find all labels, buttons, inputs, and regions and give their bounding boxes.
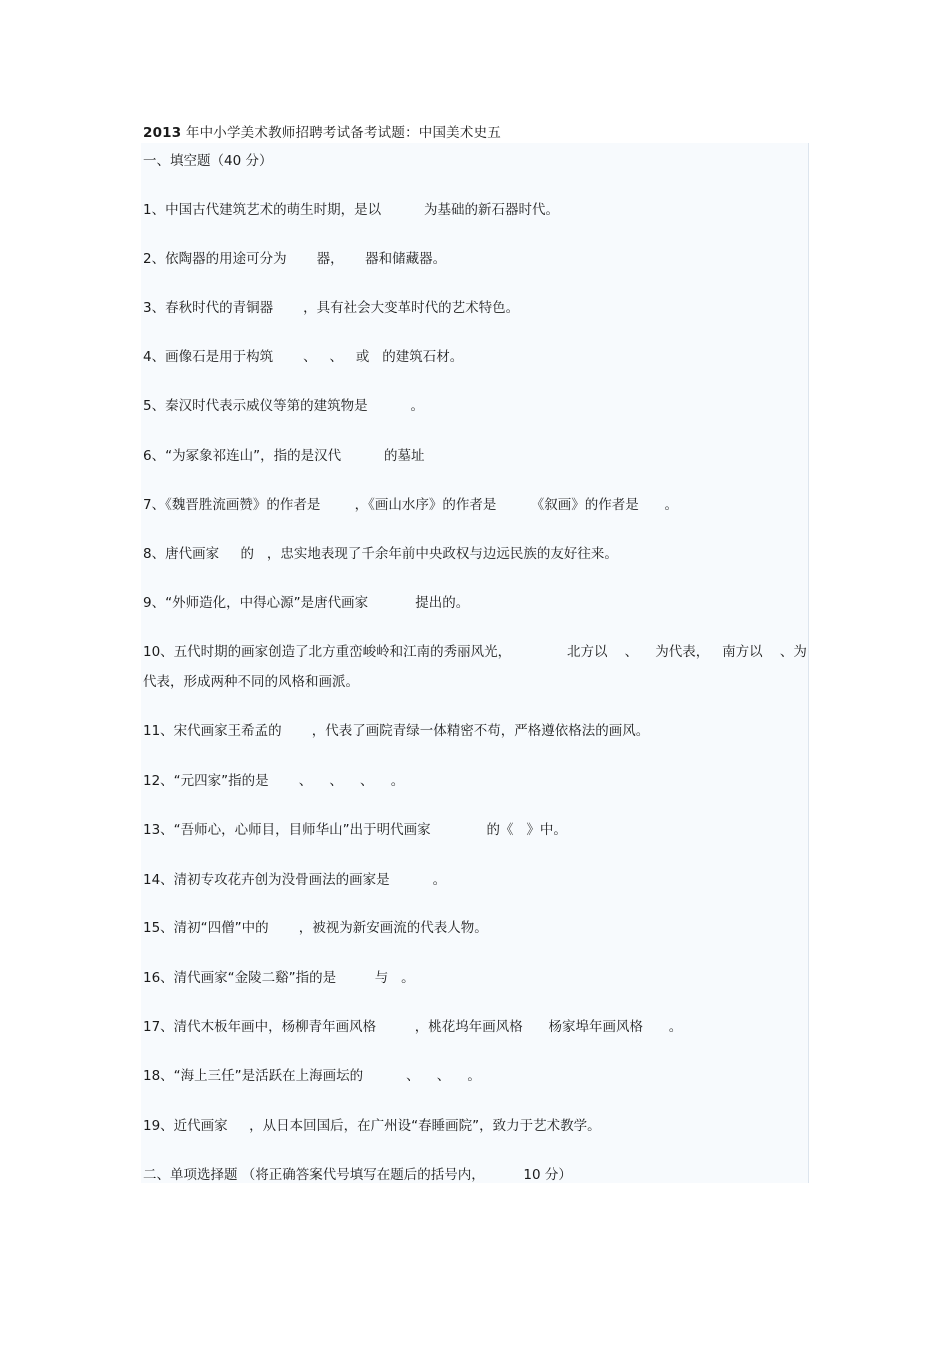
- question-3: 3、春秋时代的青铜器 ，具有社会大变革时代的艺术特色。: [143, 300, 520, 316]
- document-title: [143, 121, 501, 141]
- question-5: 5、秦汉时代表示威仪等第的建筑物是 。: [143, 398, 425, 414]
- question-19: 19、近代画家 ，从日本回国后，在广州设“春睡画院”，致力于艺术教学。: [143, 1118, 601, 1134]
- question-11: 11、宋代画家王希孟的 ，代表了画院青绿一体精密不苟，严格遵依格法的画风。: [143, 723, 650, 739]
- question-1: 1、中国古代建筑艺术的萌生时期，是以 为基础的新石器时代。: [143, 202, 560, 218]
- question-6: 6、“为冢象祁连山”，指的是汉代 的墓址: [143, 448, 425, 464]
- question-12: 12、“元四家”指的是 、 、 、 。: [143, 773, 405, 789]
- section-heading-fill-in: 一、填空题（40 分）: [143, 153, 273, 169]
- question-10: 10、五代时期的画家创造了北方重峦峻岭和江南的秀丽风光， 北方以 、 为代表， 南方以 、为代表，形成两种不同的风格和画派。: [143, 644, 807, 690]
- title-year: 2013: [143, 125, 182, 141]
- question-7: 7、《魏晋胜流画赞》的作者是 ，《画山水序》的作者是 《叙画》的作者是 。: [143, 497, 678, 513]
- title-text: 年中小学美术教师招聘考试备考试题：中国美术史五: [181, 125, 501, 141]
- question-17: 17、清代木板年画中，杨柳青年画风格 ，桃花坞年画风格 杨家埠年画风格 。: [143, 1019, 683, 1035]
- question-4: 4、画像石是用于构筑 、 、 或 的建筑石材。: [143, 349, 464, 365]
- question-16: 16、清代画家“金陵二谿”指的是 与 。: [143, 970, 415, 986]
- question-15: 15、清初“四僧”中的 ，被视为新安画流的代表人物。: [143, 920, 488, 936]
- question-18: 18、“海上三任”是活跃在上海画坛的 、 、 。: [143, 1068, 481, 1084]
- question-9: 9、“外师造化，中得心源”是唐代画家 提出的。: [143, 595, 470, 611]
- question-8: 8、唐代画家 的 ，忠实地表现了千余年前中央政权与边远民族的友好往来。: [143, 546, 618, 562]
- question-14: 14、清初专攻花卉创为没骨画法的画家是 。: [143, 872, 447, 888]
- question-13: 13、“吾师心，心师目，目师华山”出于明代画家 的《 》中。: [143, 822, 567, 838]
- question-2: 2、依陶器的用途可分为 器， 器和储藏器。: [143, 251, 447, 267]
- section-heading-multiple-choice: 二、单项选择题 （将正确答案代号填写在题后的括号内， 10 分）: [143, 1167, 572, 1183]
